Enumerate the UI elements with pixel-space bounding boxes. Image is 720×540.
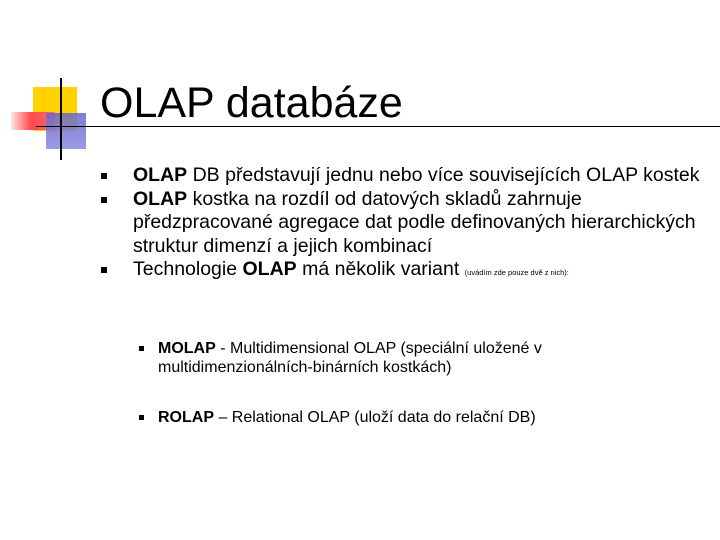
bullet-list bbox=[0, 164, 720, 285]
bullet-bold-term: OLAP bbox=[133, 164, 188, 186]
sub-bullet-bold-term: MOLAP bbox=[158, 340, 216, 357]
bullet-small-note: (uvádím zde pouze dvě z nich): bbox=[464, 268, 569, 277]
square-bullet-icon bbox=[101, 197, 107, 203]
bullet-bold-term: OLAP bbox=[133, 187, 188, 210]
sub-bullet-list bbox=[0, 339, 720, 427]
bullet-item bbox=[0, 164, 720, 188]
sub-bullet-text: – Relational OLAP (uloží data do relační DB) bbox=[214, 409, 536, 426]
sub-bullet-bold-term: ROLAP bbox=[158, 409, 214, 426]
bullet-text: má několik variant bbox=[296, 258, 465, 280]
slide-title: OLAP databáze bbox=[100, 79, 403, 127]
square-bullet-icon bbox=[139, 415, 144, 420]
decor-blue-square bbox=[46, 113, 86, 149]
decor-vertical-line bbox=[60, 78, 62, 160]
sub-bullet-text: - Multidimensional OLAP (speciální uložené v multidimenzionálních-binárních kostkách) bbox=[158, 340, 542, 376]
square-bullet-icon bbox=[101, 173, 107, 179]
bullet-bold-term: OLAP bbox=[242, 258, 297, 280]
bullet-item bbox=[0, 258, 720, 285]
sub-bullet-item bbox=[0, 408, 720, 427]
square-bullet-icon bbox=[101, 267, 107, 273]
sub-bullet-item bbox=[0, 339, 720, 377]
square-bullet-icon bbox=[139, 346, 144, 351]
bullet-text: DB představují jednu nebo více souvisejících OLAP kostek bbox=[187, 164, 700, 186]
bullet-prefix: Technologie bbox=[133, 258, 243, 280]
bullet-item bbox=[0, 188, 720, 259]
bullet-text: kostka na rozdíl od datových skladů zahrnuje předzpracované agregace dat podle definovaných hierarchických struktur dimenzí a jejich kombinací bbox=[133, 187, 696, 257]
